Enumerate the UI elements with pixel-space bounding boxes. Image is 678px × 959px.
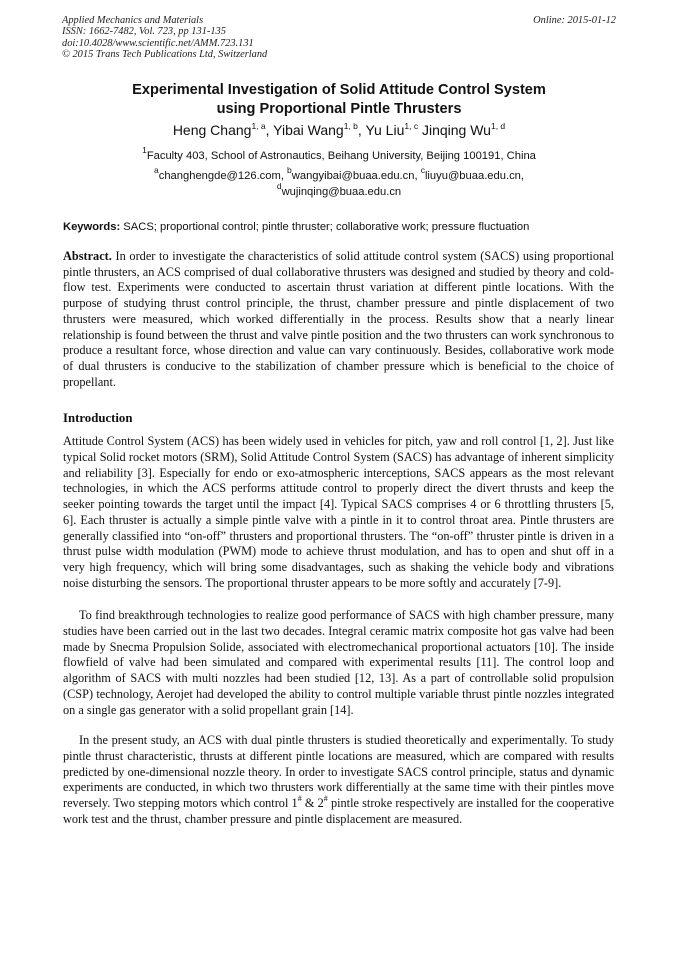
author-affil-sup: 1, d bbox=[490, 121, 506, 131]
journal-name: Applied Mechanics and Materials bbox=[62, 15, 204, 26]
copyright-line: © 2015 Trans Tech Publications Ltd, Switzerland bbox=[62, 48, 268, 60]
email-sup: b bbox=[287, 165, 292, 175]
superscript: # bbox=[323, 794, 328, 803]
author-name: Jinqing Wu bbox=[421, 122, 491, 138]
paper-title bbox=[0, 81, 678, 118]
intro-paragraph-3 bbox=[63, 733, 614, 828]
paragraph-text: pintle stroke respectively are installed for the cooperative work test and the thrust, chamber pressure and pintle displacement are measured. bbox=[63, 796, 614, 826]
author-name: Yu Liu bbox=[365, 122, 405, 138]
journal-header bbox=[62, 15, 267, 60]
superscript: # bbox=[297, 794, 302, 803]
author-emails bbox=[0, 165, 678, 200]
email-sup: d bbox=[276, 180, 282, 191]
email-line-1 bbox=[0, 165, 678, 185]
author-name: Heng Chang bbox=[172, 122, 252, 138]
affiliation-text: Faculty 403, School of Astronautics, Beihang University, Beijing 100191, China bbox=[146, 150, 536, 162]
issn-line: ISSN: 1662-7482, Vol. 723, pp 131-135 bbox=[62, 26, 226, 38]
author-affil-sup: 1, a bbox=[251, 121, 266, 131]
intro-paragraph-1: Attitude Control System (ACS) has been widely used in vehicles for pitch, yaw and roll control [1, 2]. Just like typical Solid rocket motors (SRM), Solid Attitude Control System (SACS) has advantage of inherent simplicity and reliability [3]. Especially for endo or exo-atmospheric interceptions, SACS appears as the most relevant technologies, in which the ACS performs attitude control to properly direct the divert thrusts and keep the seeker pointing towards the target until the impact [4]. Typical SACS comprises 4 or 6 throttling thrusters [5, 6]. Each thruster is actually a simple pintle valve with a pintle in it to control throat area. Pintle thrusters are generally classified into “on-off” thrusters and proportional thrusters. The “on-off” thruster pintle is driven in a thrust pulse width modulation (PWM) mode to achieve thrust modulation, and has to open and shut off in a very high frequency, which will bring some disadvantages, such as shaking the vehicle body and vibrations noise disturbing the sensors. The proportional thruster appears to be more softly and accurately [7-9]. bbox=[63, 434, 614, 590]
affiliation-sup: 1 bbox=[142, 145, 147, 155]
keywords-text: SACS; proportional control; pintle thruster; collaborative work; pressure fluctuation bbox=[120, 221, 530, 233]
affiliation bbox=[0, 145, 678, 163]
email-a: changhengde@126.com, bbox=[158, 170, 288, 182]
author-sep: , bbox=[265, 122, 274, 138]
author-affil-sup: 1, b bbox=[343, 121, 358, 131]
author-sep: , bbox=[357, 122, 366, 138]
email-sup: c bbox=[420, 165, 425, 175]
email-b: wangyibai@buaa.edu.cn, bbox=[291, 170, 421, 182]
abstract bbox=[63, 249, 614, 390]
email-d: wujinqing@buaa.edu.cn bbox=[281, 185, 402, 198]
paragraph-text: & 2 bbox=[301, 796, 324, 810]
title-line-2: using Proportional Pintle Thrusters bbox=[216, 100, 462, 117]
abstract-label: Abstract. bbox=[63, 249, 112, 263]
author-list bbox=[0, 121, 678, 139]
paragraph-text: In the present study, an ACS with dual pintle thrusters is studied theoretically and experimentally. To study pintle thrust characteristic, thrusts at different pintle locations are measured, which are compared with results predicted by one-dimensional nozzle theory. In order to investigate SACS control principle, status and dynamic experiments are conducted, in which two thrusters work differentially at the same time with their pintles move reversely. Two stepping motors which control 1 bbox=[63, 733, 614, 810]
author-name: Yibai Wang bbox=[273, 122, 344, 138]
doi-line: doi:10.4028/www.scientific.net/AMM.723.131 bbox=[62, 37, 254, 49]
author-affil-sup: 1, c bbox=[404, 121, 419, 131]
title-line-1: Experimental Investigation of Solid Attitude Control System bbox=[132, 82, 546, 98]
online-date: Online: 2015-01-12 bbox=[533, 15, 616, 26]
section-heading-introduction: Introduction bbox=[63, 411, 133, 425]
email-c: liuyu@buaa.edu.cn, bbox=[424, 170, 524, 182]
intro-paragraph-2: To find breakthrough technologies to realize good performance of SACS with high chamber pressure, many studies have been carried out in the last two decades. Integral ceramic matrix composite hot gas valve had been made by Snecma Propulsion Solide, associated with electromechanical proportional actuators [10]. The inside flowfield of valve had been simulated and compared with experimental results [11]. The control loop and algorithm of SACS with multi nozzles had been studied [12, 13]. As a part of controllable solid propulsion (CSP) technology, Aerojet had developed the ability to control multiple variable thrust pintle nozzles integrated on a single gas generator with a solid propellant grain [14]. bbox=[63, 608, 614, 717]
keywords bbox=[63, 220, 623, 234]
email-sup: a bbox=[154, 165, 159, 175]
abstract-text: In order to investigate the characteristics of solid attitude control system (SACS) using proportional pintle thrusters, an ACS comprised of dual collaborative thrusters was designed and studied by theory and cold-flow test. Experiments were conducted to ascertain thrust variation at different pintle locations. With the purpose of studying thrust control principle, the thrust, chamber pressure and pintle displacement of two thrusters were measured, which worked differentially in the process. Results show that a nearly linear relationship is found between the thrust and valve pintle position and the two thrusters can work synchronous to produce a resultant force, whose direction and value can vary continuously. Besides, collaborative work mode of dual thrusters is conducive to the stabilization of chamber pressure which is beneficial to the choice of propellant. bbox=[63, 249, 614, 389]
keywords-label: Keywords: bbox=[63, 221, 121, 233]
email-line-2 bbox=[0, 180, 678, 201]
